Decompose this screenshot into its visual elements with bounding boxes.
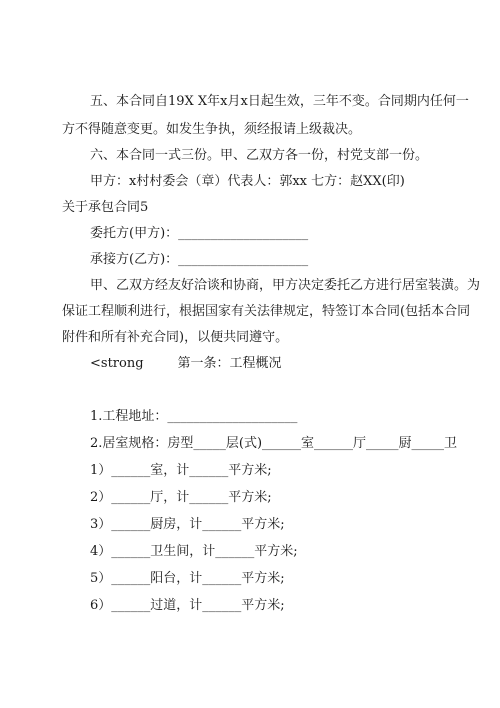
principal-party-field: 委托方(甲方)：____________________: [90, 226, 309, 241]
room-spec-line: 2.居室规格：房型_____层(式)______室______厅_____厨_____卫: [90, 436, 458, 451]
room-item-5: 5）______阳台，计______平方米;: [90, 571, 285, 586]
signature-line: 甲方：x村村委会（章）代表人：郭xx 七方：赵XX(印): [90, 174, 405, 189]
project-address-field: 1.工程地址：____________________: [90, 409, 298, 424]
room-item-1: 1）______室，计______平方米;: [90, 463, 272, 478]
preamble-line-3: 附件和所有补充合同)，以便共同遵守。: [62, 330, 289, 345]
stray-strong-tag: <strong: [90, 356, 144, 371]
room-item-6: 6）______过道，计______平方米;: [90, 598, 285, 613]
clause-five-line-2: 方不得随意变更。如发生争执，须经报请上级裁决。: [62, 122, 362, 137]
preamble-line-1: 甲、乙双方经友好洽谈和协商，甲方决定委托乙方进行居室装潢。为: [90, 278, 481, 293]
clause-six: 六、本合同一式三份。甲、乙双方各一份，村党支部一份。: [90, 148, 429, 163]
room-item-2: 2）______厅，计______平方米;: [90, 490, 272, 505]
contractor-party-field: 承接方(乙方)：____________________: [90, 252, 309, 267]
preamble-line-2: 保证工程顺利进行，根据国家有关法律规定，特签订本合同(包括本合同: [62, 304, 471, 319]
document-heading: 关于承包合同5: [62, 200, 149, 215]
section-heading: [90, 356, 282, 372]
section-title: 第一条：工程概况: [177, 356, 282, 371]
clause-five-line-1: 五、本合同自19X X年x月x日起生效，三年不变。合同期内任何一: [90, 94, 469, 109]
room-item-4: 4）______卫生间，计______平方米;: [90, 544, 298, 559]
room-item-3: 3）______厨房，计______平方米;: [90, 517, 285, 532]
